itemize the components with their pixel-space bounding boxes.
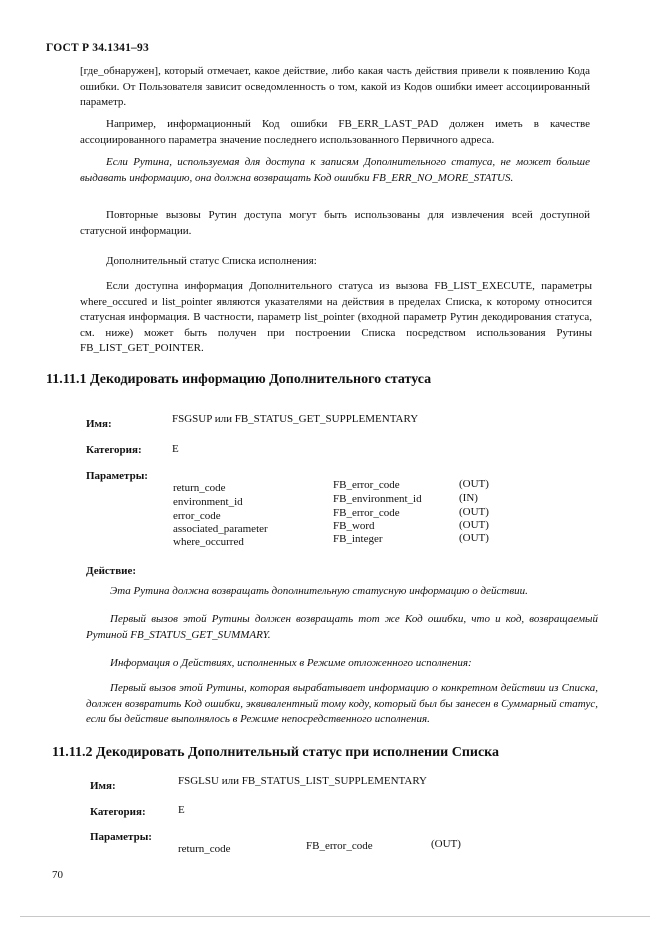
paragraph: Первый вызов этой Рутины должен возвращать тот же Код ошибки, что и код, возвращаемый Рутиной FB_STATUS_GET_SUMMARY. [86, 613, 598, 641]
paragraph: Например, информационный Код ошибки FB_ERR_LAST_PAD должен иметь в качестве ассоциированного параметра значение последнего использованного Первичного адреса. [80, 118, 590, 146]
paragraph: Дополнительный статус Списка исполнения: [106, 255, 317, 267]
running-header: ГОСТ Р 34.1341–93 [46, 42, 149, 54]
field-value-name: FSGSUP или FB_STATUS_GET_SUPPLEMENTARY [172, 413, 419, 425]
param-name: where_occurred [173, 536, 244, 548]
field-value-category: E [178, 804, 185, 816]
paragraph: Первый вызов этой Рутины, которая вырабатывает информацию о конкретном действии из Списка, должен возвратить Код ошибки, эквивалентный тому коду, который был бы занесен в Суммарный статус, если бы действие выполнялось в Режиме непосредственного исполнения. [86, 682, 598, 725]
param-direction: (OUT) [459, 478, 489, 490]
paragraph: Если доступна информация Дополнительного статуса из вызова FB_LIST_EXECUTE, параметры where_occured и list_pointer являются указателями на действия в пределах Списка, к которому относится статусная информация. В частности, параметр list_pointer (входной параметр Рутин декодирования статуса, см. ниже) может быть получен при построении Списка посредством использования Рутины FB_LIST_GET_POINTER. [80, 280, 592, 354]
param-name: environment_id [173, 496, 243, 508]
field-label-category: Категория: [90, 806, 146, 818]
param-type: FB_error_code [306, 840, 373, 852]
param-direction: (IN) [459, 492, 478, 504]
field-label-parameters: Параметры: [86, 470, 148, 482]
field-value-name: FSGLSU или FB_STATUS_LIST_SUPPLEMENTARY [178, 775, 427, 787]
param-type: FB_word [333, 520, 375, 532]
param-name: return_code [178, 843, 231, 855]
param-direction: (OUT) [459, 519, 489, 531]
field-label-name: Имя: [90, 780, 116, 792]
field-label-category: Категория: [86, 444, 142, 456]
param-direction: (OUT) [431, 838, 461, 850]
bottom-scan-line [20, 916, 650, 917]
paragraph: [где_обнаружен], который отмечает, какое действие, либо какая часть действия привели к появлению Кода ошибки. От Пользователя зависит осведомленность о том, какой из Кодов ошибки имеет ассоциированный параметр. [80, 65, 590, 108]
param-type: FB_error_code [333, 479, 400, 491]
param-type: FB_integer [333, 533, 383, 545]
field-label-name: Имя: [86, 418, 112, 430]
paragraph: Эта Рутина должна возвращать дополнительную статусную информацию о действии. [110, 585, 528, 597]
field-label-parameters: Параметры: [90, 831, 152, 843]
section-heading: 11.11.2 Декодировать Дополнительный статус при исполнении Списка [52, 745, 500, 760]
param-type: FB_environment_id [333, 493, 422, 505]
section-heading: 11.11.1 Декодировать информацию Дополнительного статуса [46, 372, 432, 387]
param-type: FB_error_code [333, 507, 400, 519]
field-value-category: E [172, 443, 179, 455]
field-label-action: Действие: [86, 565, 137, 577]
paragraph: Информация о Действиях, исполненных в Режиме отложенного исполнения: [110, 657, 472, 669]
paragraph: Если Рутина, используемая для доступа к записям Дополнительного статуса, не может больше выдавать информацию, она должна возвращать Код ошибки FB_ERR_NO_MORE_STATUS. [80, 156, 590, 184]
param-direction: (OUT) [459, 532, 489, 544]
param-name: associated_parameter [173, 523, 268, 535]
param-direction: (OUT) [459, 506, 489, 518]
param-name: return_code [173, 482, 226, 494]
page-number: 70 [52, 869, 63, 881]
param-name: error_code [173, 510, 221, 522]
paragraph: Повторные вызовы Рутин доступа могут быть использованы для извлечения всей доступной статусной информации. [80, 209, 590, 237]
